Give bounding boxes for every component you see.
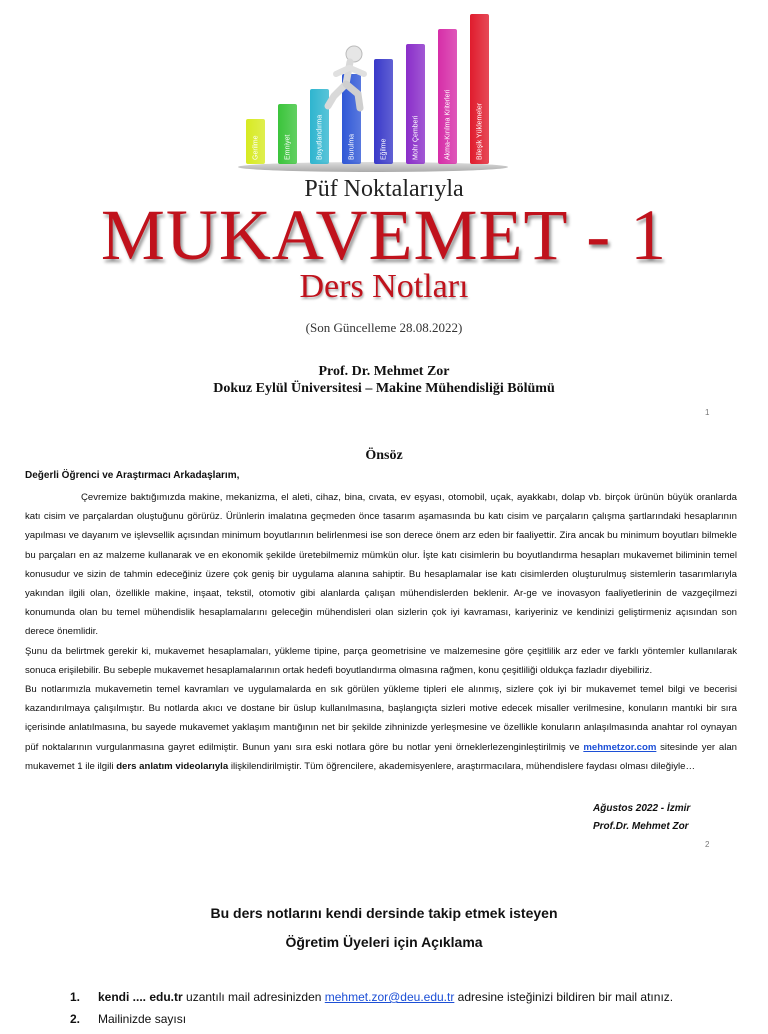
- list-item: [70, 990, 750, 1012]
- page-number: 2: [705, 840, 710, 849]
- foreword-body: [25, 488, 737, 776]
- paragraph-text: ilişkilendirilmiştir. Tüm öğrencilere, akademisyenlere, araştırmacılara, mühendislere faydası olması dileğiyle…: [228, 760, 696, 772]
- logo-bar: [246, 119, 265, 164]
- list-number: 1.: [70, 990, 81, 1004]
- logo-bar-label: Burulma: [348, 133, 355, 160]
- climbing-figure-icon: [320, 44, 380, 114]
- logo-bar-label: Mohr Çemberi: [412, 115, 419, 160]
- paragraph-emphasis: ders anlatım videolarıyla: [116, 760, 229, 772]
- logo-bar-label: Eğilme: [380, 138, 387, 160]
- list-text: [98, 990, 673, 1004]
- faculty-instructions-list: [70, 990, 750, 1034]
- logo-bar-label: Bileşik Yüklemeler: [476, 102, 483, 160]
- logo-bar-label: Boyutlandırma: [316, 114, 323, 160]
- logo-bar: [406, 44, 425, 164]
- foreword-paragraph: [25, 680, 737, 776]
- cover-subtitle: Püf Noktalarıyla: [304, 176, 464, 202]
- logo-bar-label: Akma-Kırılma Kriterleri: [444, 89, 451, 160]
- foreword-paragraph: Çevremize baktığımızda makine, mekanizma, el aleti, cihaz, bina, cıvata, ev eşyası, otomobil, uçak, ayakkabı, dolap vb. birçok ürünün büyük oranlarda katı cisim ve parçalardan oluştuğunu görürüz. Ürünlerin imalatına geçmeden önce tasarım aşamasında bu katı cisim ve parçaların çalışma şartlarındaki hesaplarının yapılması ve dayanım ve işlevsellik açısından minimum boyutlarının belirlenmesi ise son derece önem arz eden bir faaliyettir. Zira ancak bu minimum boyutları bilmekle bu parçaları en az malzeme kullanarak ve en ekonomik şekilde üretebilmemiz mümkün olur. İşte katı cisimlerin bu boyutlandırma hesapları mukavemet biliminin temel konusudur ve sizin de tahmin edeceğiniz üzere çok geniş bir uygulama alanına sahiptir. Bu hesaplamalar ise katı cisimlerden oluşturulmuş sistemlerin tasarımlarıyla yakından ilgili olan, özellikle makine, inşaat, tekstil, otomotiv gibi alanlarda çalışan mühendislerden beklenir. Ar-ge ve inovasyon faaliyetlerinin de vazgeçilmezi konumunda olan bu temel mühendislik hesaplamalarını geleceğin mühendisleri olan sizlerin çok iyi kavraması, kariyeriniz ve kendinizi geliştirmeniz açısından son derece önemlidir.: [25, 492, 737, 638]
- signature-date: Ağustos 2022 - İzmir: [593, 803, 691, 814]
- page-number: 1: [705, 408, 710, 417]
- foreword-greeting: Değerli Öğrenci ve Araştırmacı Arkadaşlarım,: [25, 470, 240, 481]
- list-number: 2.: [70, 1012, 81, 1026]
- list-emphasis: kendi .... edu.tr: [98, 990, 183, 1004]
- cover-title: MUKAVEMET - 1: [100, 195, 668, 275]
- logo-bar-label: Emniyet: [284, 134, 291, 160]
- last-updated: (Son Güncelleme 28.08.2022): [305, 320, 463, 335]
- author-department: Dokuz Eylül Üniversitesi – Makine Mühendisliği Bölümü: [213, 381, 555, 396]
- list-text-segment: uzantılı mail adresinizden: [182, 990, 325, 1004]
- list-item: [70, 1012, 750, 1034]
- foreword-title: Önsöz: [365, 448, 403, 463]
- logo-bar-label: Gerilme: [252, 135, 259, 160]
- paragraph-text: sitesinde yer alan mukavemet 1 ile ilgili: [25, 741, 737, 772]
- email-link[interactable]: mehmet.zor@deu.edu.tr: [324, 990, 455, 1004]
- paragraph-text: Bu notlarımızla mukavemetin temel kavramları ve uygulamalarda en sık görülen yükleme tipleri ele alınmış, sizlere çok iyi bir mukavemet temel bilgi ve becerisi kazandırılmaya çalışılmıştır. Bu notlarda akıcı ve dostane bir üslup kullanılmasına, başlangıçta sizleri motive edecek misaller verilmesine, konuların mantıki bir sıra içerisinde anlatılmasına, bu sayede mukavemet yaklaşım mantığının net bir şekilde zihninizde yerleşmesine ve özellikle konuların anlaşılmasında anahtar rol oynayan püf noktalarının vurgulanmasına gayret edilmiştir. Bunun yanı sıra eski notlara göre bu notlar yeni örneklerlezenginleştirilmiş ve: [25, 684, 737, 753]
- faculty-note-line: Bu ders notlarını kendi dersinde takip etmek isteyen: [210, 905, 558, 921]
- logo-bar: [278, 104, 297, 164]
- list-text: Mailinizde sayısı: [98, 1012, 187, 1026]
- faculty-note-title: Öğretim Üyeleri için Açıklama: [285, 934, 483, 950]
- logo-bar: [438, 29, 457, 164]
- website-link[interactable]: mehmetzor.com: [583, 741, 657, 753]
- author-name: Prof. Dr. Mehmet Zor: [318, 364, 450, 379]
- cover-logo: [232, 8, 532, 186]
- signature-name: Prof.Dr. Mehmet Zor: [593, 821, 689, 832]
- logo-bar: [470, 14, 489, 164]
- foreword-paragraph: Şunu da belirtmek gerekir ki, mukavemet hesaplamaları, yükleme tipine, parça geometrisine ve malzemesine göre çeşitlilik arz eder ve farklı yöntemler kullanılarak sonuca erişilebilir. Bu sebeple mukavemet hesaplamalarının ortak hedefi boyutlandırma olmasına rağmen, konu çeşitliliği oldukça fazladır diyebiliriz.: [25, 645, 737, 676]
- list-text-segment: adresine isteğinizi bildiren bir mail atınız.: [454, 990, 674, 1004]
- cover-title-secondary: Ders Notları: [299, 268, 469, 305]
